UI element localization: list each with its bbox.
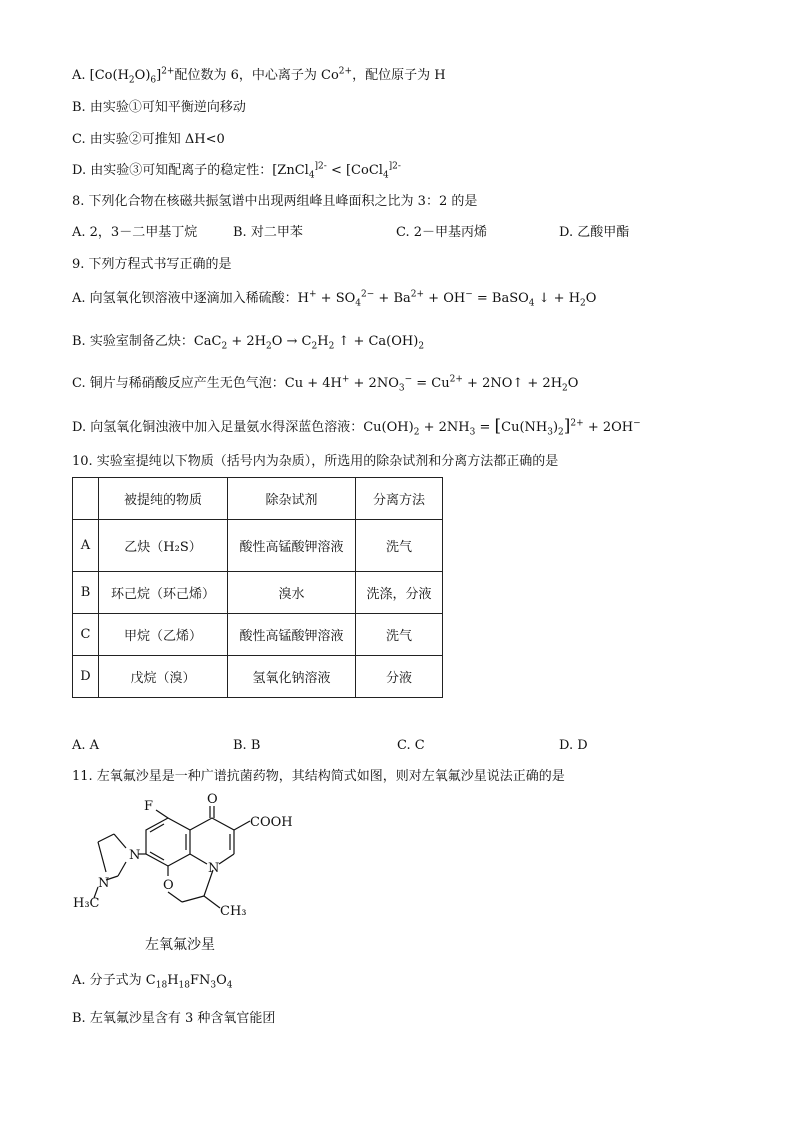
table-header-cell: 分离方法 [356,478,443,520]
q11-option-a: A. 分子式为 $C_{18}H_{18}FN_3O_4$ [72,973,233,991]
table-cell: 酸性高锰酸钾溶液 [228,614,356,656]
table-cell: A [73,520,99,572]
table-cell: 乙炔（H₂S） [99,520,228,572]
q9-option-d: D. 向氢氧化铜浊液中加入足量氨水得深蓝色溶液：$Cu(OH)_2 + 2NH_3 = [Cu(NH_3)_2]^{2+} + 2OH^-$ [72,416,641,438]
q7-option-a: A. $[Co(H_2O)_6]^{2+}$配位数为 6，中心离子为 $Co^{2+}$，配位原子为 H [72,66,446,86]
table-cell: 酸性高锰酸钾溶液 [228,520,356,572]
structure-caption: 左氧氟沙星 [145,937,215,953]
table-header-cell [73,478,99,520]
table-cell: 戊烷（溴） [99,656,228,698]
q10-option-a: A. A [72,738,100,753]
table-cell: 分液 [356,656,443,698]
q11-stem: 11. 左氧氟沙星是一种广谱抗菌药物，其结构简式如图，则对左氧氟沙星说法正确的是 [72,769,565,784]
table-header-cell: 除杂试剂 [228,478,356,520]
q9-option-a: A. 向氢氧化钡溶液中逐滴加入稀硫酸：$H^+ + SO_4^{2-} + Ba^{2+} + OH^-$ = BaSO$_4$ ↓ + $H_2O$ [72,289,597,309]
mol-label-o-ring: O [163,878,174,893]
mol-label-n-ring: N [208,861,220,876]
table-cell: 甲烷（乙烯） [99,614,228,656]
q10-table [72,477,443,698]
table-header-row [73,478,443,520]
q8-stem: 8. 下列化合物在核磁共振氢谱中出现两组峰且峰面积之比为 3：2 的是 [72,194,478,209]
table-row [73,614,443,656]
mol-label-n1: N [129,848,141,863]
q10-option-b: B. B [233,738,261,753]
table-row [73,656,443,698]
table-row [73,520,443,572]
table-cell: 洗气 [356,520,443,572]
q8-option-b: B. 对二甲苯 [233,225,303,240]
q7-option-c: C. 由实验②可推知 ΔH<0 [72,132,225,147]
q8-option-a: A. 2，3－二甲基丁烷 [72,225,198,240]
q9-equation-d: $Cu(OH)_2 + 2NH_3 = [Cu(NH_3)_2]^{2+} + 2OH^-$ [363,416,641,438]
table-header-cell: 被提纯的物质 [99,478,228,520]
q10-option-c: C. C [397,738,425,753]
q9-equation-a: $H^+ + SO_4^{2-} + Ba^{2+} + OH^-$ = BaSO$_4$ ↓ + $H_2O$ [297,289,597,309]
q10-stem: 10. 实验室提纯以下物质（括号内为杂质），所选用的除杂试剂和分离方法都正确的是 [72,454,559,469]
table-cell: 氢氧化钠溶液 [228,656,356,698]
table-cell: D [73,656,99,698]
q9-equation-b: $CaC_2 + 2H_2O \to C_2H_2$ ↑ + $Ca(OH)_2$ [193,334,425,352]
table-cell: 环己烷（环己烯） [99,572,228,614]
q7-option-d: D. 由实验③可知配离子的稳定性：[ZnCl$_4^{]2-}$ < [CoCl$_4^{]2-}$ [72,161,401,181]
q11-option-b: B. 左氧氟沙星含有 3 种含氧官能团 [72,1011,276,1026]
mol-label-h3c: H₃C [73,896,100,911]
q9-option-b: B. 实验室制备乙炔：$CaC_2 + 2H_2O \to C_2H_2$ ↑ + $Ca(OH)_2$ [72,334,425,352]
table-cell: 洗涤，分液 [356,572,443,614]
mol-label-ch3: CH₃ [220,904,247,919]
table-cell: C [73,614,99,656]
q9-equation-c: $Cu + 4H^+ + 2NO_3^- = Cu^{2+}$ + 2NO↑ + $2H_2O$ [284,374,579,394]
q9-stem: 9. 下列方程式书写正确的是 [72,257,232,272]
mol-label-f: F [144,799,154,814]
table-row [73,572,443,614]
mol-label-o-top: O [207,792,218,807]
table-cell: 溴水 [228,572,356,614]
q9-option-c: C. 铜片与稀硝酸反应产生无色气泡：$Cu + 4H^+ + 2NO_3^- = Cu^{2+}$ + 2NO↑ + $2H_2O$ [72,374,579,394]
mol-label-n2: N [98,876,110,891]
levofloxacin-structure [70,790,310,925]
q8-option-c: C. 2－甲基丙烯 [396,225,488,240]
q10-option-d: D. D [559,738,588,753]
q8-option-d: D. 乙酸甲酯 [559,225,630,240]
table-cell: 洗气 [356,614,443,656]
table-cell: B [73,572,99,614]
q7-option-b: B. 由实验①可知平衡逆向移动 [72,100,246,115]
mol-label-cooh: COOH [250,815,293,830]
